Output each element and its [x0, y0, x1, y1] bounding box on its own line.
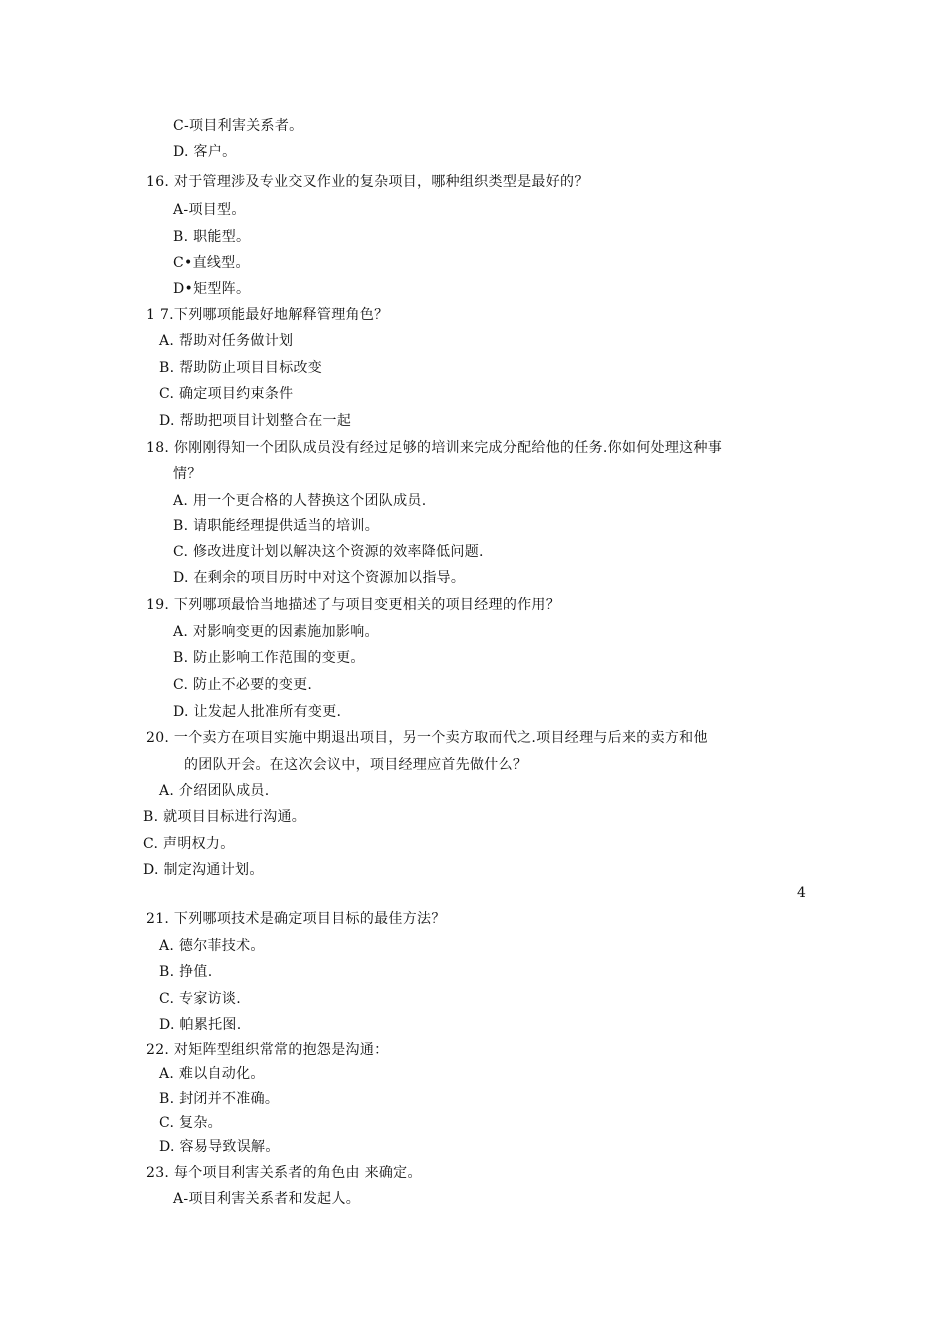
question-line: 23. 每个项目利害关系者的角色由 来确定。 — [146, 1165, 422, 1181]
option-line: A. 帮助对任务做计划 — [159, 333, 294, 349]
option-line: B. 就项目目标进行沟通。 — [143, 809, 307, 825]
option-line: D. 帮助把项目计划整合在一起 — [159, 413, 352, 429]
option-line: C. 声明权力。 — [143, 836, 235, 852]
question-continuation: 情？ — [173, 466, 202, 482]
question-line: 22. 对矩阵型组织常常的抱怨是沟通： — [146, 1042, 389, 1058]
option-line: D. 容易导致误解。 — [159, 1139, 280, 1155]
question-continuation: 的团队开会。在这次会议中，项目经理应首先做什么？ — [184, 757, 528, 773]
option-line: A. 用一个更合格的人替换这个团队成员. — [173, 493, 427, 509]
page-number: 4 — [797, 885, 806, 901]
option-line: C. 防止不必要的变更. — [173, 677, 313, 693]
option-line: B. 职能型。 — [173, 229, 251, 245]
option-line: C. 确定项目约束条件 — [159, 386, 294, 402]
question-line: 16. 对于管理涉及专业交叉作业的复杂项目，哪种组织类型是最好的？ — [146, 174, 589, 190]
option-line: C. 修改进度计划以解决这个资源的效率降低问题. — [173, 544, 484, 560]
option-line: C•直线型。 — [173, 255, 250, 271]
question-line: 21. 下列哪项技术是确定项目目标的最佳方法？ — [146, 911, 446, 927]
option-line: A. 德尔菲技术。 — [159, 938, 265, 954]
option-line: C. 复杂。 — [159, 1115, 222, 1131]
option-line: B. 帮助防止项目目标改变 — [159, 360, 323, 376]
option-line: C. 专家访谈. — [159, 991, 241, 1007]
option-line: D. 客户。 — [173, 144, 237, 160]
option-line: A. 难以自动化。 — [159, 1066, 265, 1082]
question-line: 18. 你刚刚得知一个团队成员没有经过足够的培训来完成分配给他的任务.你如何处理这种事 — [146, 440, 723, 456]
option-line: A-项目型。 — [173, 202, 246, 218]
question-line: 1 7.下列哪项能最好地解释管理角色？ — [146, 307, 389, 323]
option-line: D. 让发起人批准所有变更. — [173, 704, 342, 720]
option-line: D. 在剩余的项目历时中对这个资源加以指导。 — [173, 570, 466, 586]
option-line: A. 介绍团队成员. — [159, 783, 270, 799]
option-line: B. 防止影响工作范围的变更。 — [173, 650, 365, 666]
question-line: 20. 一个卖方在项目实施中期退出项目，另一个卖方取而代之.项目经理与后来的卖方和他 — [146, 730, 708, 746]
option-line: B. 请职能经理提供适当的培训。 — [173, 518, 379, 534]
option-line: B. 挣值. — [159, 964, 213, 980]
option-line: D. 制定沟通计划。 — [143, 862, 264, 878]
option-line: D•矩型阵。 — [173, 281, 251, 297]
option-line: A-项目利害关系者和发起人。 — [173, 1191, 361, 1207]
option-line: D. 帕累托图. — [159, 1017, 242, 1033]
option-line: B. 封闭并不准确。 — [159, 1091, 280, 1107]
option-line: C-项目利害关系者。 — [173, 118, 304, 134]
question-line: 19. 下列哪项最恰当地描述了与项目变更相关的项目经理的作用？ — [146, 597, 561, 613]
option-line: A. 对影响变更的因素施加影响。 — [173, 624, 379, 640]
